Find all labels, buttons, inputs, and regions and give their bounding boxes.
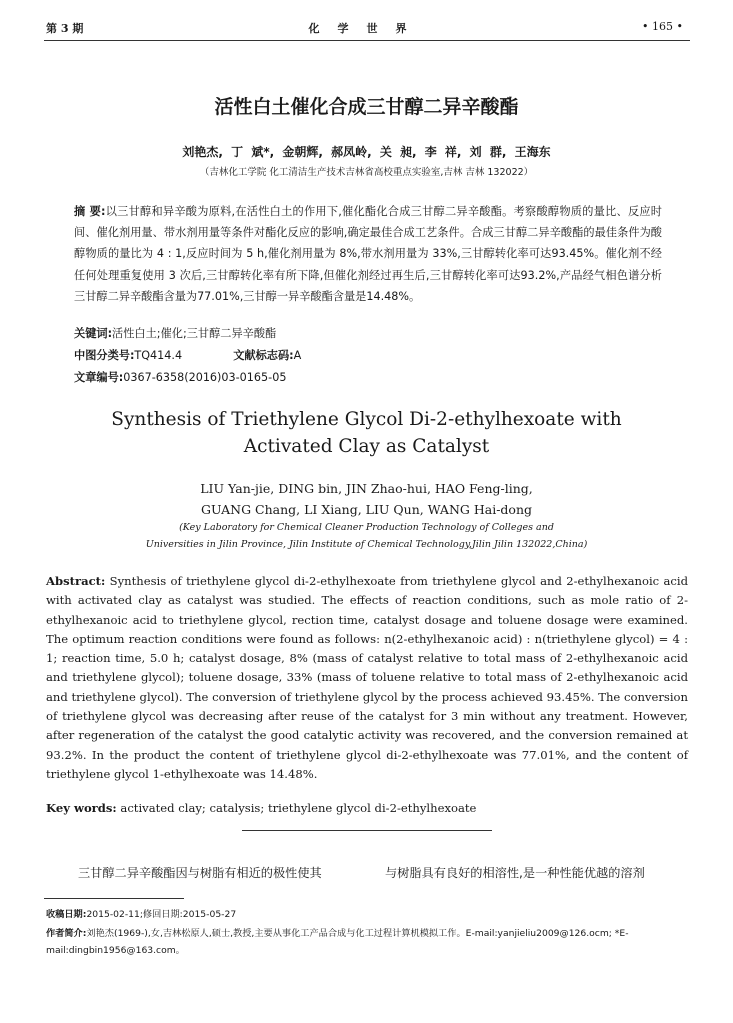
- article-number-line: [74, 369, 286, 385]
- footnote-author-text: 刘艳杰(1969-),女,吉林松原人,硕士,教授,主要从事化工产品合成与化工过程计算机模拟工作。E-mail:yanjieliu2009@126.ocm; *E-mail:dingbin1956@163.com。: [46, 928, 629, 956]
- doc-code: A: [293, 349, 302, 362]
- english-authors-line-2: GUANG Chang, LI Xiang, LIU Qun, WANG Hai-dong: [200, 502, 533, 517]
- english-affiliation-line-2: Universities in Jilin Province, Jilin Institute of Chemical Technology,Jilin Jilin 132022,China): [145, 539, 588, 550]
- page-number: • 165 •: [642, 20, 683, 33]
- article-number-label: 文章编号:: [74, 371, 124, 384]
- issue-number: 第 3 期: [46, 22, 84, 35]
- english-abstract: [46, 572, 688, 784]
- chinese-affiliation: （吉林化工学院 化工清洁生产技术吉林省高校重点实验室,吉林 吉林 132022）: [199, 167, 534, 178]
- classification-line: [74, 347, 301, 363]
- english-title: [0, 406, 733, 460]
- chinese-abstract: [74, 201, 662, 307]
- english-abstract-label: Abstract:: [46, 574, 106, 588]
- doc-code-label: 文献标志码:: [233, 349, 294, 362]
- body-text-right-column: 与树脂具有良好的相溶性,是一种性能优越的溶剂: [385, 866, 645, 880]
- footnote-rule: [44, 898, 184, 899]
- header-rule: [44, 40, 690, 41]
- chinese-keywords-label: 关键词:: [74, 327, 113, 340]
- english-abstract-text: Synthesis of triethylene glycol di-2-ethylhexoate from triethylene glycol and 2-ethylhexanoic acid with activated clay as catalyst was studied. The effects of reaction conditions, such as mole ratio of 2-ethylhexanoic acid to triethylene glycol, rection time, catalyst dosage and toluene dosage were examined. The optimum reaction conditions were found as follows: n(2-ethylhexanoic acid) : n(triethylene glycol) = 4 : 1; reaction time, 5.0 h; catalyst dosage, 8% (mass of catalyst relative to total mass of 2-ethylhexanoic acid and triethylene glycol); toluene dosage, 33% (mass of toluene relative to total mass of 2-ethylhexanoic acid and triethylene glycol). The conversion of triethylene glycol by the process achieved 93.45%. The conversion of triethylene glycol was decreasing after reuse of the catalyst for 3 min without any treatment. However, after regeneration of the catalyst the good catalytic activity was recovered, and the conversion remained at 93.2%. In the product the content of triethylene glycol di-2-ethylhexoate was 77.01%, and the content of triethylene glycol 1-ethylhexoate was 14.48%.: [46, 574, 689, 781]
- chinese-abstract-text: 以三甘醇和异辛酸为原料,在活性白土的作用下,催化酯化合成三甘醇二异辛酸酯。考察酸醇物质的量比、反应时间、催化剂用量、带水剂用量等条件对酯化反应的影响,确定最佳合成工艺条件。合成三甘醇二异辛酸酯的最佳条件为酸醇物质的量比为 4 : 1,反应时间为 5 h,催化剂用量为 8%,带水剂用量为 33%,三甘醇转化率可达93.45%。催化剂不经任何处理重复使用 3 次后,三甘醇转化率有所下降,但催化剂经过再生后,三甘醇转化率可达93.2%,产品经气相色谱分析三甘醇二异辛酸酯含量为77.01%,三甘醇一异辛酸酯含量是14.48%。: [74, 205, 662, 303]
- chinese-keywords: [74, 325, 276, 341]
- footnote-author-info: [46, 925, 688, 959]
- article-number: 0367-6358(2016)03-0165-05: [123, 371, 287, 384]
- chinese-title: 活性白土催化合成三甘醇二异辛酸酯: [214, 96, 519, 118]
- body-text-left-column: 三甘醇二异辛酸酯因与树脂有相近的极性使其: [78, 866, 322, 880]
- english-keywords-label: Key words:: [46, 801, 117, 815]
- english-title-line-2: Activated Clay as Catalyst: [243, 436, 490, 457]
- english-keywords: [46, 801, 476, 815]
- chinese-authors: 刘艳杰, 丁 斌*, 金朝辉, 郝凤岭, 关 昶, 李 祥, 刘 群, 王海东: [182, 145, 551, 159]
- footnote-author-label: 作者简介:: [46, 928, 87, 939]
- english-affiliation-line-1: (Key Laboratory for Chemical Cleaner Production Technology of Colleges and: [179, 522, 554, 533]
- footnote-dates: [46, 906, 688, 923]
- footnote-dates-text: 2015-02-11;修回日期:2015-05-27: [86, 909, 237, 920]
- clc-number: TQ414.4: [134, 349, 183, 362]
- footnote-dates-label: 收稿日期:: [46, 909, 87, 920]
- section-divider: [242, 830, 492, 831]
- chinese-keywords-text: 活性白土;催化;三甘醇二异辛酸酯: [112, 327, 277, 340]
- clc-label: 中图分类号:: [74, 349, 135, 362]
- english-title-line-1: Synthesis of Triethylene Glycol Di-2-ethylhexoate with: [111, 409, 622, 430]
- english-keywords-text: activated clay; catalysis; triethylene glycol di-2-ethylhexoate: [120, 801, 477, 815]
- chinese-abstract-label: 摘 要:: [74, 205, 106, 218]
- journal-name: 化学世界: [308, 22, 425, 35]
- english-authors-line-1: LIU Yan-jie, DING bin, JIN Zhao-hui, HAO Feng-ling,: [200, 481, 533, 496]
